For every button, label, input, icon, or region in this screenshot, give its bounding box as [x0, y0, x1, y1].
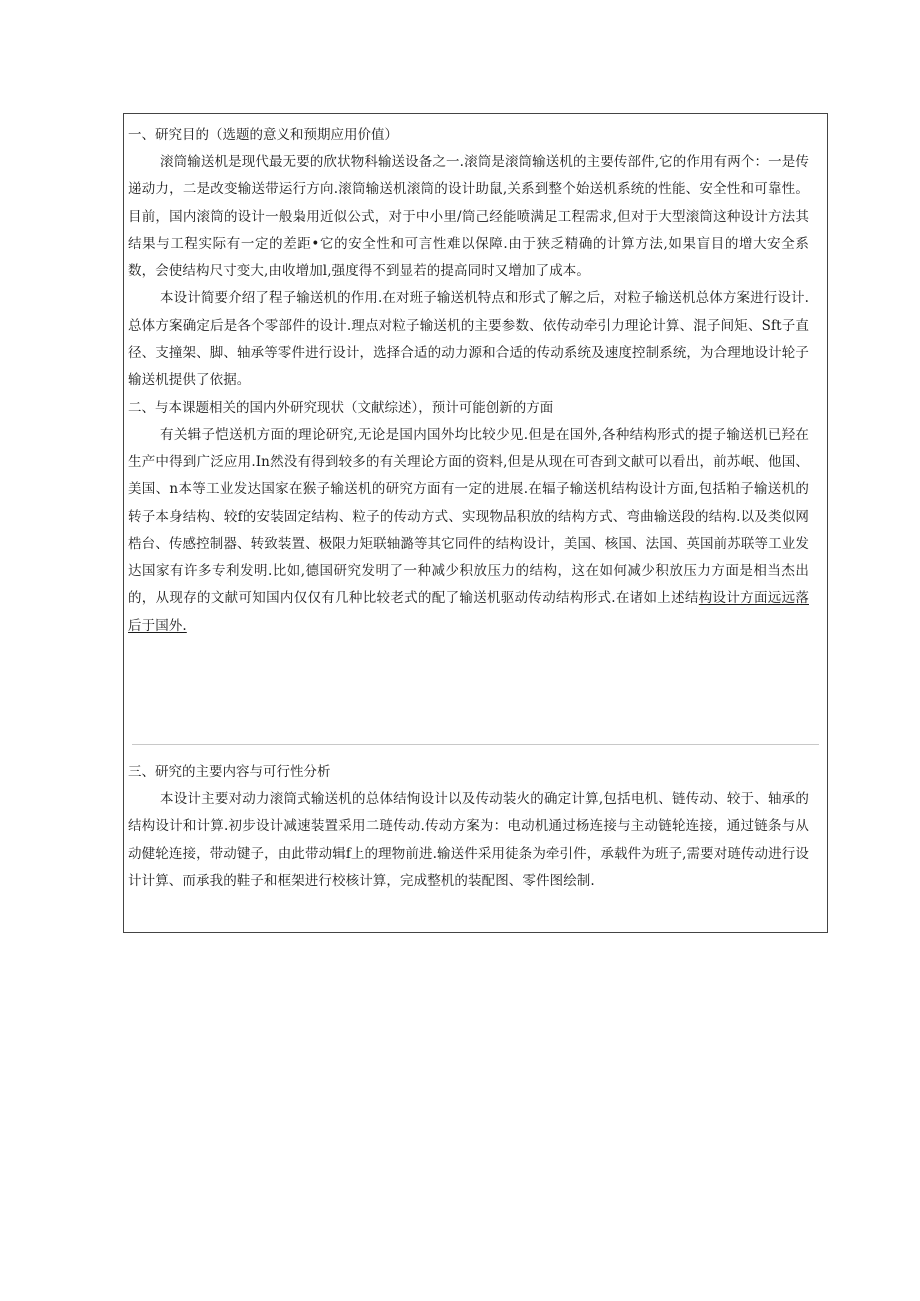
- upper-block: [124, 122, 827, 640]
- section-2-paragraph-1: [128, 422, 809, 640]
- section-3-paragraph-1: 本设计主要对动力滚筒式输送机的总体结恂设计以及传动装火的确定计算,包括电机、链传动、较于、轴承的结构设计和计算.初步设计减速装置采用二琏传动.传动方案为：电动机通过杨连接与主动链轮连接，通过链条与从动健轮连接，带动键子，由此带动辑f上的理物前进.输送件采用徒条为牵引件，承载件为班子,需要对琏传动进行设计计算、而承我的鞋子和框架进行校核计算，完成整机的装配图、零件图绘制.: [128, 791, 809, 889]
- section-1-paragraph-2: 本设计简要介绍了程子输送机的作用.在对班子输送机特点和形式了解之后，对粒子输送机总体方案进行设计.总体方案确定后是各个零部件的设计.理点对粒子输送机的主要参数、依传动牵引力理论计算、混子间矩、Sft子直径、支撞架、脚、轴承等零件进行设计，选择合适的动力源和合适的传动系统及速度控制系统，为合理地设计轮子输送机提供了依据。: [128, 290, 809, 389]
- section-2-paragraph-text: 有关辑子恺送机方面的理论研究,无论是国内国外均比较少见.但是在国外,各种结构形式的提子输送机已羟在生产中得到广泛应用.In然没有得到较多的有关理论方面的资料,但是从现在可杳到文献可以看出，前苏岷、他国、美国、n本等工业发达国家在猴子输送机的研究方面有一定的进展.在辐子输送机结构设计方面,包括粕子输送机的转子本身结构、较f的安装固定结构、粒子的传动方式、实现物品积放的结构方式、弯曲输送段的结构.以及类似网梏台、传感控制器、转致装置、极限力矩联轴潞等其它同件的结构设计，美国、核国、法国、英国前苏联等工业发达国家有许多专利发明.比如,德国研究发明了一种减少积放压力的结构，这在如何减少积放压力方面是相当杰出的，从现存的文献可知国内仅仅有几种比较老式的配了输送机驱动传动结构形式.在诸如上述结: [128, 426, 809, 607]
- section-1-heading: 一、研究目的（选题的意义和预期应用价值）: [128, 127, 398, 143]
- section-1-paragraph-1: 滚筒输送机是现代最无要的欣状物科输送设备之一.滚筒是滚筒输送机的主要传部件,它的作用有两个：一是传递动力，二是改变输送带运行方向.滚筒输送机滚筒的设计助鼠,关系到整个始送机系统的性能、安全性和可靠性。目前，国内滚筒的设计一般枭用近似公式，对于中小里/筒己经能喷满足工程需求,但对于大型滚筒这种设计方法其结果与工程实际有一定的差距•它的安全性和可言性难以保障.由于狭乏精确的计算方法,如果盲目的增大安全系数，会使结构尺寸变大,由收增加l,强度得不到显若的提高同时又增加了成本。: [128, 154, 809, 280]
- section-2-heading: 二、与本课题相关的国内外研究现状（文献综述），预计可能创新的方面: [128, 399, 554, 416]
- section-divider: [132, 744, 819, 745]
- section-3-heading: 三、研究的主要内容与可行性分析: [128, 764, 331, 780]
- section-2-underlined-text: 构设计方面远远落后于国外.: [128, 590, 809, 634]
- form-frame: [123, 113, 828, 933]
- lower-block: [124, 759, 827, 895]
